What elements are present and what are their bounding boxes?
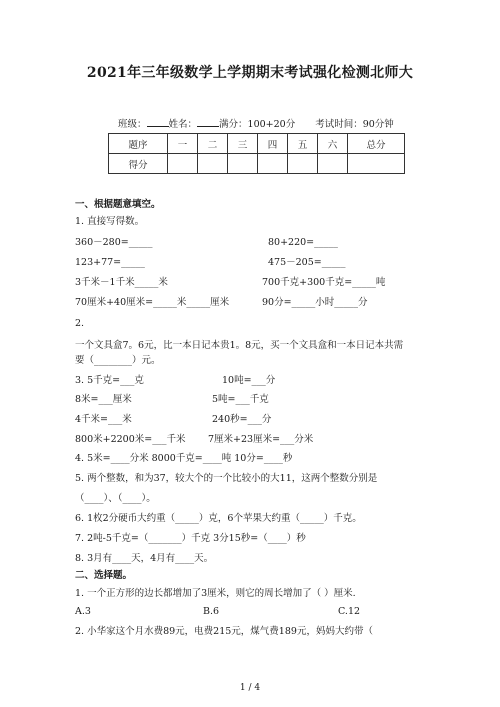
question-text: 70厘米+40厘米=_____米_____厘米 [75,297,230,308]
question-text: 800米+2200米=___千米 [75,434,186,445]
exam-time: 考试时间：90分钟 [315,119,394,130]
question-text: 123+77=_____ [75,257,145,268]
question-text: 3千米－1千米_____米 [75,277,168,288]
question-5: 5. 两个整数，和为37，较大个的一个比较小的大11，这两个整数分别是 [75,473,378,484]
header-cell: 题序 [109,134,168,154]
score-cell[interactable] [318,154,348,174]
score-row-label: 得分 [109,154,168,174]
header-cell: 二 [198,134,228,154]
exam-info [118,116,394,130]
question-text: 475－205=_____ [268,257,346,268]
question-2: 2. 小华家这个月水费89元，电费215元，煤气费189元，妈妈大约带（ [75,626,373,637]
score-table [108,133,405,174]
question-text: 90分=_____小时_____分 [262,297,368,308]
question-text: 10吨=___分 [222,375,276,386]
score-cell[interactable] [258,154,288,174]
header-cell: 总分 [348,134,405,154]
question-text: 700千克+300千克=_____吨 [262,277,386,288]
option-b[interactable]: B.6 [203,606,220,617]
question-1: 1. 直接写得数。 [75,216,145,227]
score-table-header-row [109,134,405,154]
option-a[interactable]: A.3 [75,606,91,617]
page-number: 1 / 4 [239,683,261,693]
header-cell: 一 [168,134,198,154]
question-text: 5吨=___千克 [212,394,269,405]
name-label: 姓名： [168,119,198,130]
score-cell[interactable] [348,154,405,174]
score-cell[interactable] [168,154,198,174]
question-text: 4千米=___米 [75,414,132,425]
question-8: 8. 3月有____天，4月有____天。 [75,553,214,564]
question-text: 240秒=___分 [212,414,272,425]
question-text: 8米=___厘米 [75,394,132,405]
score-cell[interactable] [228,154,258,174]
question-text: 要（________）元。 [75,355,161,366]
question-text: 一个文具盒7。6元，比一本日记本贵1。8元，买一个文具盒和一本日记本共需 [75,340,404,351]
question-text: （____）、（____）。 [75,493,156,504]
section-heading: 二、选择题。 [75,570,133,581]
class-blank [147,117,169,127]
section-heading: 一、根据题意填空。 [75,199,161,210]
question-1: 1. 一个正方形的边长都增加了3厘米，则它的周长增加了（ ）厘米. [75,588,356,599]
question-2: 2. [75,318,85,329]
question-7: 7. 2吨-5千克=（_______）千克 3分15秒=（____）秒 [75,533,306,544]
header-cell: 三 [228,134,258,154]
question-text: 80+220=_____ [268,237,338,248]
option-c[interactable]: C.12 [338,606,361,617]
question-4: 4. 5米=____分米 8000千克=____吨 10分=____秒 [75,453,293,464]
question-text: 360－280=_____ [75,237,153,248]
class-label: 班级： [118,119,147,130]
score-cell[interactable] [288,154,318,174]
score-table-score-row [109,154,405,174]
question-3: 3. 5千克=___克 [75,375,144,386]
header-cell: 六 [318,134,348,154]
name-blank [197,117,219,127]
score-cell[interactable] [198,154,228,174]
header-cell: 五 [288,134,318,154]
page-title: 2021年三年级数学上学期期末考试强化检测北师大 [86,65,414,81]
full-score: 满分：100+20分 [219,119,296,130]
header-cell: 四 [258,134,288,154]
question-text: 7厘米+23厘米=___分米 [208,434,314,445]
question-6: 6. 1枚2分硬币大约重（_____）克，6个苹果大约重（_____）千克。 [75,513,362,524]
